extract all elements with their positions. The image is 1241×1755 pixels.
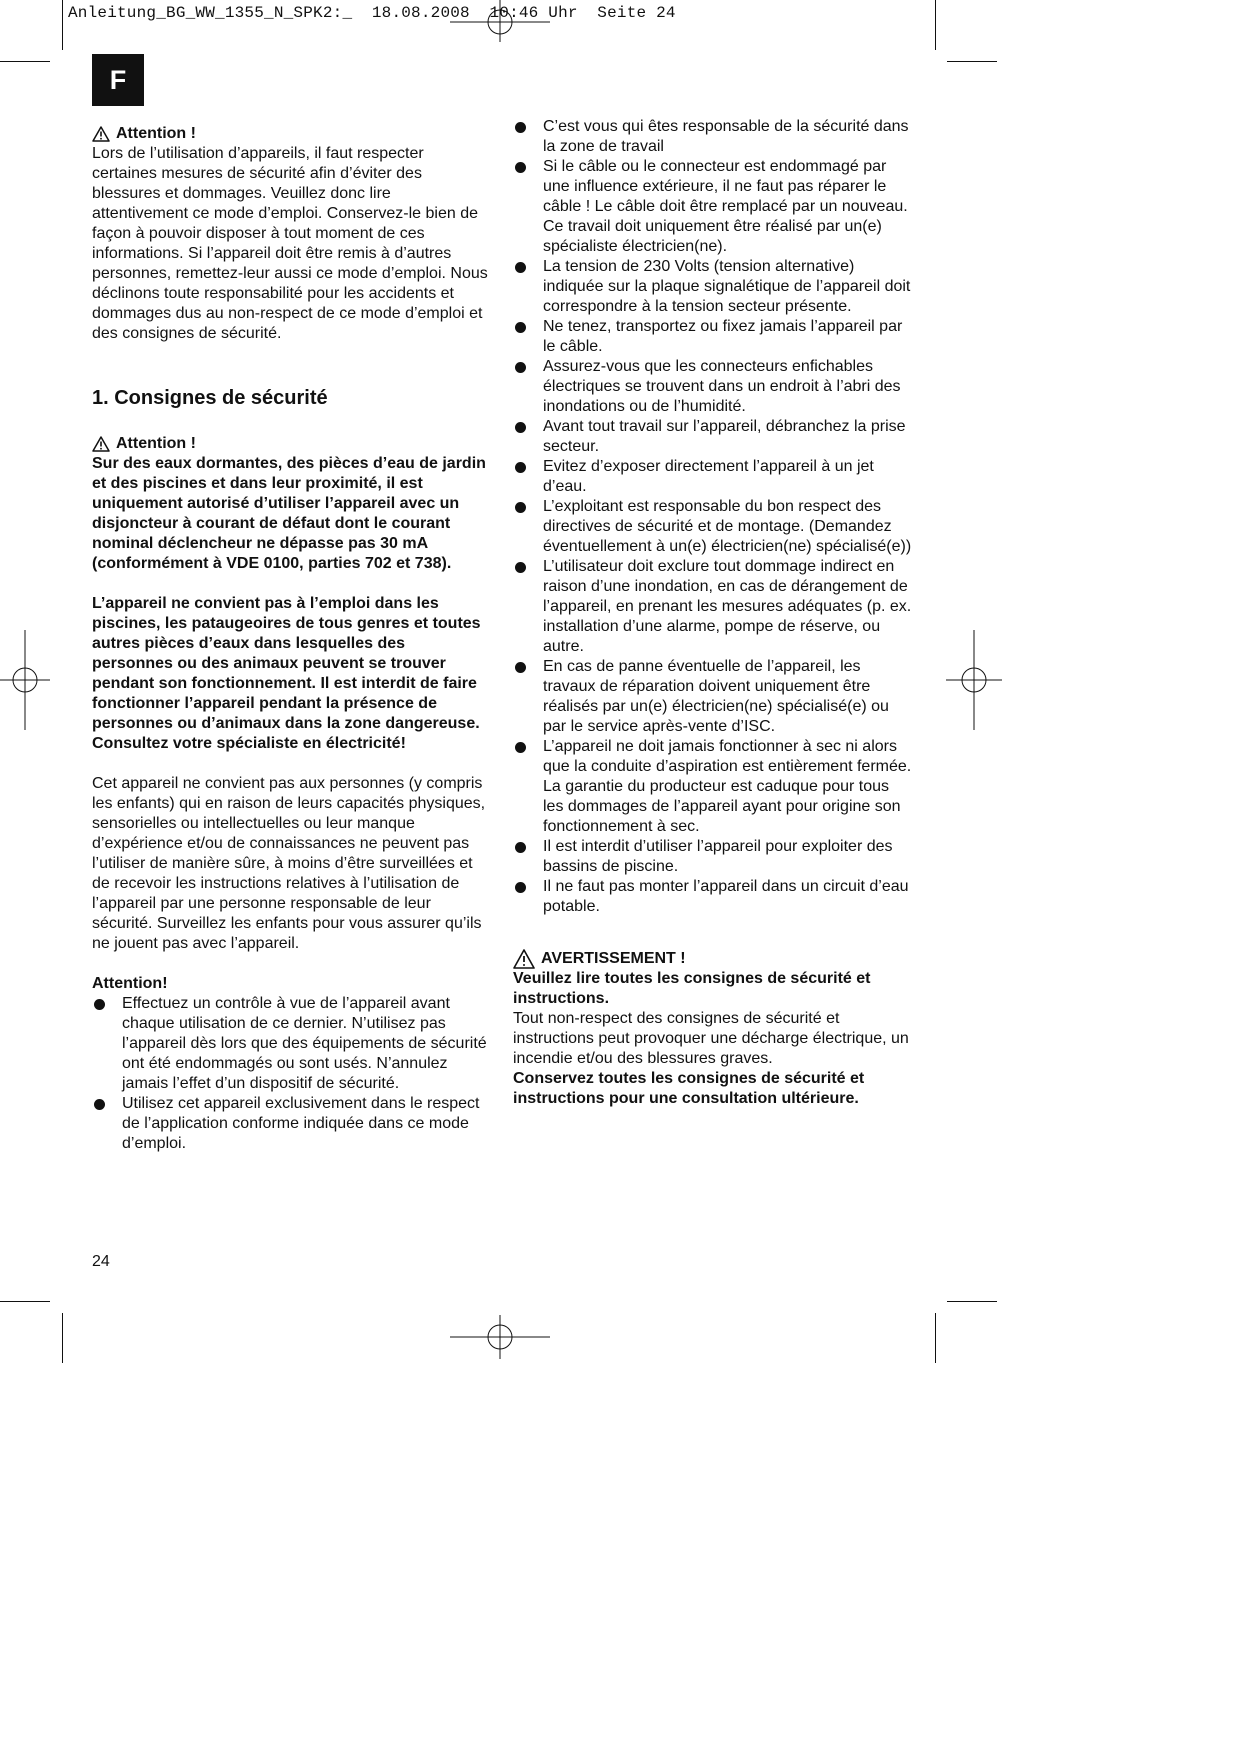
crop-mark-top-right-v	[935, 0, 936, 50]
list-item: Utilisez cet appareil exclusivement dans le respect de l’application conforme indiquée dans ce mode d’emploi.	[92, 1094, 488, 1154]
list-item: Il est interdit d’utiliser l’appareil pour exploiter des bassins de piscine.	[513, 837, 913, 877]
registration-mark-left	[0, 630, 50, 730]
right-bullet-list	[513, 117, 913, 917]
warning-read-instructions: Veuillez lire toutes les consignes de sécurité et instructions.	[513, 970, 871, 1007]
language-badge: F	[92, 54, 144, 106]
crop-mark-bottom-left-h	[0, 1301, 50, 1302]
intro-paragraph: Lors de l’utilisation d’appareils, il faut respecter certaines mesures de sécurité afin d’éviter des blessures et dommages. Veuillez donc lire attentivement ce mode d’emploi. Conservez-le bien de façon à pouvoir disposer à tout moment de ces informations. Si l’appareil doit être remis à d’autres personnes, remettez-leur aussi ce mode d’emploi. Nous déclinons toute responsabilité pour les accidents et dommages dus au non-respect de ce mode d’emploi et des consignes de sécurité.	[92, 145, 488, 342]
print-slug: Anleitung_BG_WW_1355_N_SPK2:_ 18.08.2008 10:46 Uhr Seite 24	[68, 4, 676, 22]
warning-title: AVERTISSEMENT !	[541, 950, 686, 967]
warning-text: Tout non-respect des consignes de sécurité et instructions peut provoquer une décharge électrique, un incendie et/ou des blessures graves.	[513, 1010, 909, 1067]
rcd-warning-paragraph: Sur des eaux dormantes, des pièces d’eau de jardin et des piscines et dans leur proximité, il est uniquement autorisé d’utiliser l’appareil avec un disjoncteur à courant de défaut dont le courant nominal déclencheur ne dépasse pas 30 mA (conformément à VDE 0100, parties 702 et 738).	[92, 455, 486, 572]
left-column	[92, 124, 488, 1154]
crop-mark-bottom-right-h	[947, 1301, 997, 1302]
crop-mark-top-right-h	[947, 61, 997, 62]
warning-triangle-icon	[513, 949, 535, 969]
page-number: 24	[92, 1253, 110, 1270]
warning-triangle-icon	[92, 126, 110, 142]
list-item: Avant tout travail sur l’appareil, débranchez la prise secteur.	[513, 417, 913, 457]
right-column	[513, 117, 913, 1109]
list-item: Evitez d’exposer directement l’appareil à un jet d’eau.	[513, 457, 913, 497]
list-item: Ne tenez, transportez ou fixez jamais l’appareil par le câble.	[513, 317, 913, 357]
attention-title-1: Attention !	[116, 125, 196, 142]
list-item: Si le câble ou le connecteur est endommagé par une influence extérieure, il ne faut pas réparer le câble ! Le câble doit être remplacé par un nouveau. Ce travail doit uniquement être réalisé par un(e) spécialiste électricien(ne).	[513, 157, 913, 257]
warning-triangle-icon	[92, 436, 110, 452]
list-item: Assurez-vous que les connecteurs enfichables électriques se trouvent dans un endroit à l’abri des inondations ou de l’humidité.	[513, 357, 913, 417]
registration-mark-bottom	[448, 1315, 552, 1359]
warning-keep-instructions: Conservez toutes les consignes de sécurité et instructions pour une consultation ultérieure.	[513, 1070, 865, 1107]
list-item: En cas de panne éventuelle de l’appareil, les travaux de réparation doivent uniquement être réalisés par un(e) électricien(ne) spécialisé(e) ou par le service après-vente d’ISC.	[513, 657, 913, 737]
pool-warning-paragraph: L’appareil ne convient pas à l’emploi dans les piscines, les pataugeoires de tous genres et toutes autres pièces d’eaux dans lesquelles des personnes ou des animaux peuvent se trouver pendant son fonctionnement. Il est interdit de faire fonctionner l’appareil pendant la présence de personnes ou d’animaux dans la zone dangereuse. Consultez votre spécialiste en électricité!	[92, 595, 481, 752]
attention-heading-2	[92, 434, 488, 454]
registration-mark-top	[448, 0, 552, 42]
left-bullet-list	[92, 994, 488, 1154]
attention-heading-1	[92, 124, 488, 144]
registration-mark-right	[946, 630, 1002, 730]
list-item: C’est vous qui êtes responsable de la sécurité dans la zone de travail	[513, 117, 913, 157]
crop-mark-top-left-v	[62, 0, 63, 50]
list-item: Il ne faut pas monter l’appareil dans un circuit d’eau potable.	[513, 877, 913, 917]
list-item: Effectuez un contrôle à vue de l’appareil avant chaque utilisation de ce dernier. N’utilisez pas l’appareil dès lors que des équipements de sécurité ont été endommagés ou sont usés. N’annulez jamais l’effet d’un dispositif de sécurité.	[92, 994, 488, 1094]
list-item: L’utilisateur doit exclure tout dommage indirect en raison d’une inondation, en cas de dérangement de l’appareil, en prenant les mesures adéquates (p. ex. installation d’une alarme, pompe de réserve, ou autre.	[513, 557, 913, 657]
crop-mark-bottom-right-v	[935, 1313, 936, 1363]
list-item: La tension de 230 Volts (tension alternative) indiquée sur la plaque signalétique de l’appareil doit correspondre à la tension secteur présente.	[513, 257, 913, 317]
attention-title-2: Attention !	[116, 435, 196, 452]
list-item: L’appareil ne doit jamais fonctionner à sec ni alors que la conduite d’aspiration est entièrement fermée. La garantie du producteur est caduque pour tous les dommages de l’appareil ayant pour origine son fonctionnement à sec.	[513, 737, 913, 837]
warning-heading	[513, 949, 913, 969]
list-item: L’exploitant est responsable du bon respect des directives de sécurité et de montage. (Demandez éventuellement à un(e) électricien(ne) spécialisé(e))	[513, 497, 913, 557]
section-title: 1. Consignes de sécurité	[92, 387, 328, 409]
attention-title-3: Attention!	[92, 975, 168, 992]
crop-mark-bottom-left-v	[62, 1313, 63, 1363]
crop-mark-top-left-h	[0, 61, 50, 62]
persons-paragraph: Cet appareil ne convient pas aux personnes (y compris les enfants) qui en raison de leurs capacités physiques, sensorielles ou intellectuelles ou leur manque d’expérience et/ou de connaissances ne peuvent pas l’utiliser de manière sûre, à moins d’être surveillées et de recevoir les instructions relatives à l’utilisation de l’appareil par une personne responsable de leur sécurité. Surveillez les enfants pour vous assurer qu’ils ne jouent pas avec l’appareil.	[92, 775, 486, 952]
